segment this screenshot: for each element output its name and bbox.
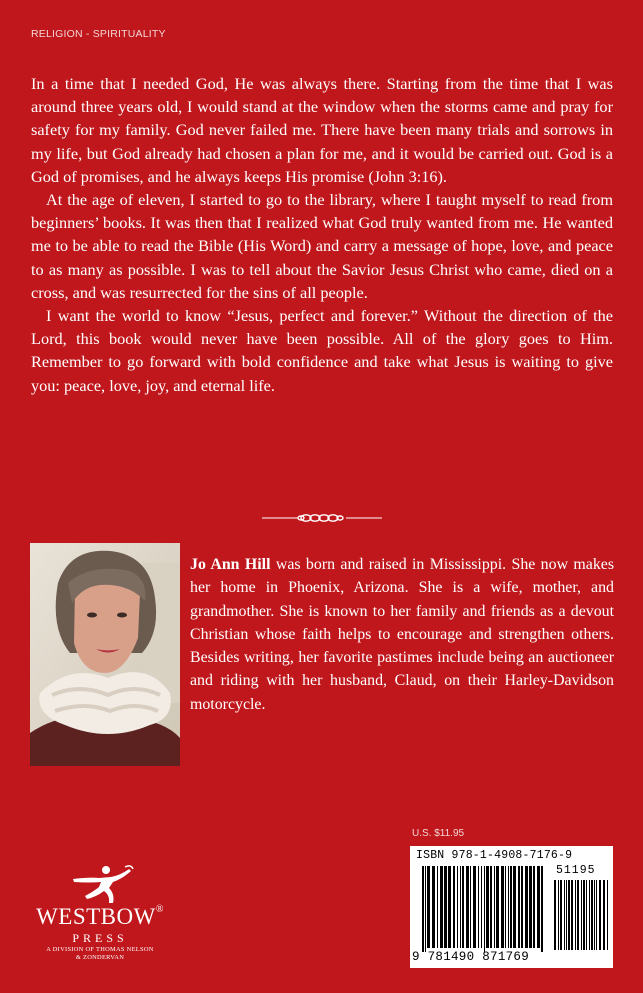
barcode-bar [533,866,535,948]
blurb-paragraph: In a time that I needed God, He was always there. Starting from the time that I was around three years old, I would stand at the window when the storms came and pray for safety for my family. God never failed me. There have been many trials and sorrows in my life, but God already had chosen a plan for me, and it would be carried out. God is a God of promises, and he always keeps His promise (John 3:16). [31,74,613,186]
blurb-paragraph: At the age of eleven, I started to go to the library, where I taught myself to read from beginners’ books. It was then that I realized what God truly wanted from me. He wanted me to be able to read the Bible (His Word) and carry a message of hope, love, and peace to as many as possible. I was to tell about the Savior Jesus Christ who came, died on a cross, and was resurrected for the sins of all people. [31,190,613,302]
barcode-bar [478,866,479,948]
barcode-bar [537,866,540,948]
barcode-bar [466,866,469,948]
barcode-bar [432,866,435,948]
barcode-bar [571,880,573,950]
barcode-bar [460,866,461,948]
barcode-bar [453,866,455,948]
barcode-bar [529,866,532,948]
barcode-bar [568,880,570,950]
isbn-number: ISBN 978-1-4908-7176-9 [416,849,573,862]
barcode-bar [448,866,451,948]
isbn-barcode [410,846,613,968]
barcode-bar [486,866,489,948]
barcode-bar [599,880,601,950]
author-bio [190,553,614,716]
barcode-bar [577,880,579,950]
barcode-bar [490,866,492,948]
back-cover-blurb [31,72,613,397]
barcode-bar [501,866,504,948]
runner-icon [65,863,135,905]
publisher-logo [20,858,180,970]
addon-digits: 51195 [556,864,596,877]
barcode-bar [564,880,565,950]
barcode-bar [494,866,495,948]
barcode-bar [462,866,464,948]
ornament-divider [262,508,382,528]
barcode-bar [521,866,523,948]
barcode-bar [510,866,512,948]
barcode-bar [437,866,438,948]
publisher-name: WESTBOW® [36,904,164,929]
barcode-bar [566,880,567,950]
barcode-bar [554,880,556,950]
barcode-bar [525,866,528,948]
ean-digits: 9 781490 871769 [412,950,530,964]
barcode-bar [541,866,543,952]
publisher-imprint: PRESS [72,931,128,945]
author-photo [30,543,180,766]
barcode-bar [583,880,585,950]
barcode-bar [558,880,559,950]
category-label: RELIGION - SPIRITUALITY [31,28,166,40]
barcode-bar [589,880,590,950]
barcode-bar [473,866,476,948]
author-bio-text: was born and raised in Mississippi. She now makes her home in Phoenix, Arizona. She is a wife, mother, and grandmother. She is known to her family and friends as a devout Christian whose faith helps to encourage and strengthen others. Besides writing, her favorite pastimes include being an auctioneer and riding with her husband, Claud, on their Harley-Davidson motorcycle. [190,556,615,713]
barcode-bar [591,880,593,950]
barcode-bar [508,866,509,948]
barcode-bar [560,880,562,950]
barcode-bar [422,866,424,952]
barcode-bar [470,866,471,948]
barcode-bar [594,880,595,950]
author-name: Jo Ann Hill [190,556,271,573]
blurb-paragraph: I want the world to know “Jesus, perfect and forever.” Without the direction of the Lord, this book would never have been possible. All of the glory goes to Him. Remember to go forward with bold confidence and take what Jesus is waiting to give you: peace, love, joy, and eternal life. [31,306,613,395]
barcode-bar [581,880,582,950]
barcode-bar [575,880,576,950]
barcode-bar [457,866,458,948]
barcode-bar [440,866,443,948]
barcode-bar [505,866,506,948]
barcode-bar [596,880,597,950]
barcode-bar [607,880,608,950]
barcode-bar [427,866,430,948]
barcode-bar [444,866,447,948]
barcode-bar [586,880,587,950]
barcode-bar [518,866,520,948]
barcode-bar [481,866,482,948]
price-label: U.S. $11.95 [412,828,465,839]
barcode-bar [603,880,605,950]
publisher-division: A DIVISION OF THOMAS NELSON & ZONDERVAN [46,946,154,961]
barcode-bar [496,866,499,948]
barcode-bar [425,866,426,952]
barcode-bar [513,866,516,948]
barcode-bar [484,866,485,952]
